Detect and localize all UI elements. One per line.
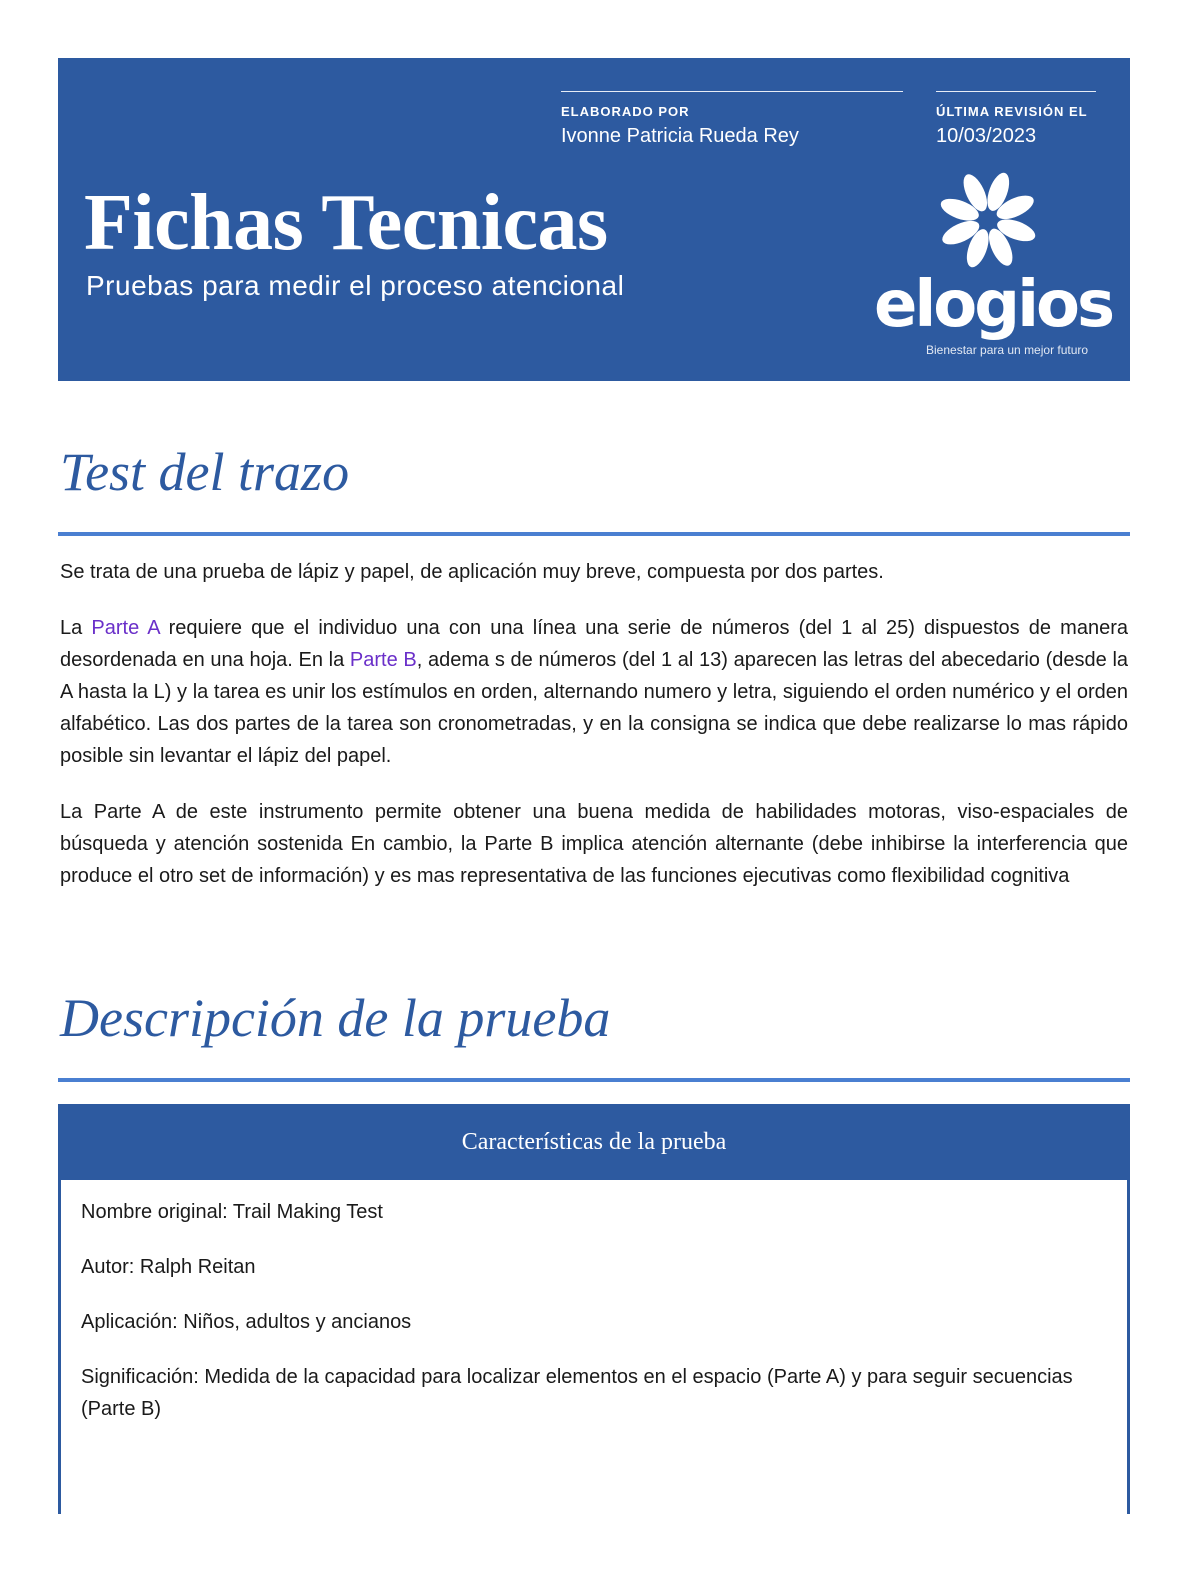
revision-rule [936, 91, 1096, 92]
table-row-significance: Significación: Medida de la capacidad para localizar elementos en el espacio (Parte A) y para seguir secuencias (Parte B) [81, 1366, 1073, 1420]
revision-date: 10/03/2023 [936, 125, 1037, 147]
parts-text-c: , adema s de números (del 1 al 13) aparecen las letras del abecedario (desde la A hasta la L) y la tarea es unir los estímulos en orden, alternando numero y letra, siguiendo el orden numérico y el orden alfabético. Las dos partes de la tarea son cronometradas, y en la consigna se indica que debe realizarse lo mas rápido posible sin levantar el lápiz del papel. [60, 649, 1129, 767]
parts-text-b: requiere que el individuo una con una línea una serie de números (del 1 al 25) dispuestos de manera desordenada en una hoja. En la [60, 617, 1128, 671]
section-title-descripcion: Descripción de la prueba [60, 988, 611, 1048]
intro-paragraph: Se trata de una prueba de lápiz y papel, de aplicación muy breve, compuesta por dos partes. [60, 561, 884, 583]
author-label: ELABORADO POR [561, 104, 690, 119]
section-title-test-del-trazo: Test del trazo [60, 442, 350, 502]
revision-label: ÚLTIMA REVISIÓN EL [936, 104, 1088, 119]
table-row-original-name: Nombre original: Trail Making Test [81, 1201, 383, 1223]
logo-tagline: Bienestar para un mejor futuro [926, 343, 1089, 357]
measure-paragraph: La Parte A de este instrumento permite obtener una buena medida de habilidades motoras, viso-espaciales de búsqueda y atención sostenida En cambio, la Parte B implica atención alternante (debe inhibirse la interferencia que produce el otro set de información) y es mas representativa de las funciones ejecutivas como flexibilidad cognitiva [60, 801, 1128, 887]
section-divider [58, 1078, 1130, 1082]
revision-block [936, 91, 1096, 149]
section-divider [58, 532, 1130, 536]
parts-text-a: La [60, 617, 92, 639]
author-block [561, 91, 903, 149]
header-banner [58, 58, 1130, 381]
logo-wordmark: elogios [873, 268, 1113, 342]
flower-icon [928, 168, 1048, 278]
table-row-author: Autor: Ralph Reitan [81, 1256, 256, 1278]
parts-paragraph [60, 612, 1128, 772]
parte-a-link[interactable]: Parte A [91, 617, 160, 639]
author-value: Ivonne Patricia Rueda Rey [561, 125, 799, 147]
table-body [61, 1180, 1127, 1425]
document-subtitle: Pruebas para medir el proceso atencional [86, 270, 625, 301]
parte-b-link[interactable]: Parte B [349, 649, 417, 671]
characteristics-table [58, 1104, 1130, 1514]
document-title: Fichas Tecnicas [84, 179, 608, 267]
table-row-application: Aplicación: Niños, adultos y ancianos [81, 1311, 412, 1333]
elogios-logo [868, 168, 1118, 368]
author-rule [561, 91, 903, 92]
table-header: Características de la prueba [61, 1104, 1127, 1180]
